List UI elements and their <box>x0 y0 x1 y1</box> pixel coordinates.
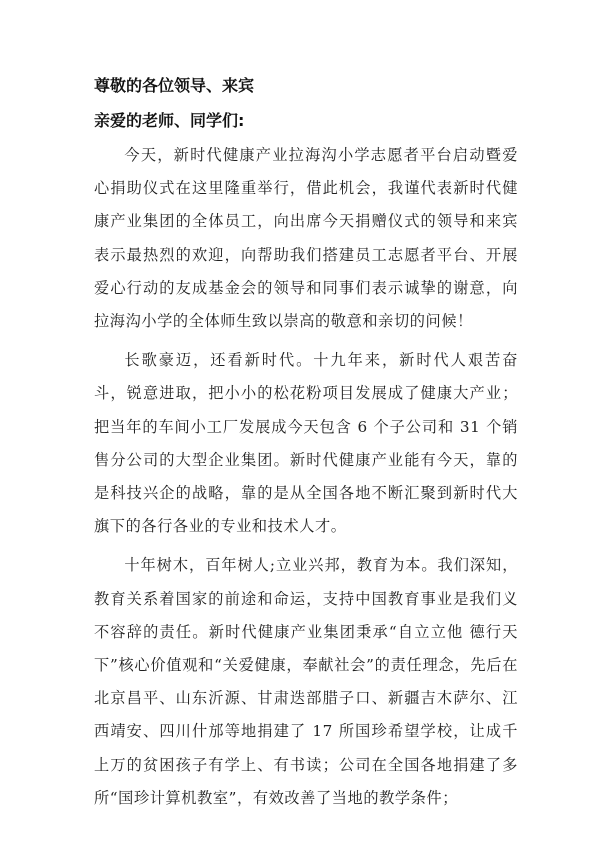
salutation-teachers-students: 亲爱的老师、同学们: <box>94 111 245 130</box>
speech-body <box>94 68 518 815</box>
paragraph-education-commitment: 十年树木，百年树人;立业兴邦，教育为本。我们深知，教育关系着国家的前途和命运，支持中国教育事业是我们义不容辞的责任。新时代健康产业集团秉承“自立立他 德行天下”核心价值观和“关爱健康，奉献社会”的责任理念，先后在北京昌平、山东沂源、甘肃迭部腊子口、新疆吉木萨尔、江西靖安、四川什邡等地捐建了 17 所国珍希望学校，让成千上万的贫困孩子有学上、有书读；公司在全国各地捐建了多所“国珍计算机教室”，有效改善了当地的教学条件； <box>94 556 518 807</box>
paragraph-opening-welcome: 今天，新时代健康产业拉海沟小学志愿者平台启动暨爱心捐助仪式在这里隆重举行，借此机会，我谨代表新时代健康产业集团的全体员工，向出席今天捐赠仪式的领导和来宾表示最热烈的欢迎，向帮助我们搭建员工志愿者平台、开展爱心行动的友成基金会的领导和同事们表示诚挚的谢意，向拉海沟小学的全体师生致以崇高的敬意和亲切的问候！ <box>94 146 518 331</box>
paragraph-company-history: 长歌豪迈，还看新时代。十九年来，新时代人艰苦奋斗，锐意进取，把小小的松花粉项目发展成了健康大产业；把当年的车间小工厂发展成今天包含 6 个子公司和 31 个销售分公司的大型企业集团。新时代健康产业能有今天，靠的是科技兴企的战略，靠的是从全国各地不断汇聚到新时代大旗下的各行各业的专业和技术人才。 <box>94 351 518 536</box>
salutation-leaders-guests: 尊敬的各位领导、来宾 <box>94 76 255 95</box>
